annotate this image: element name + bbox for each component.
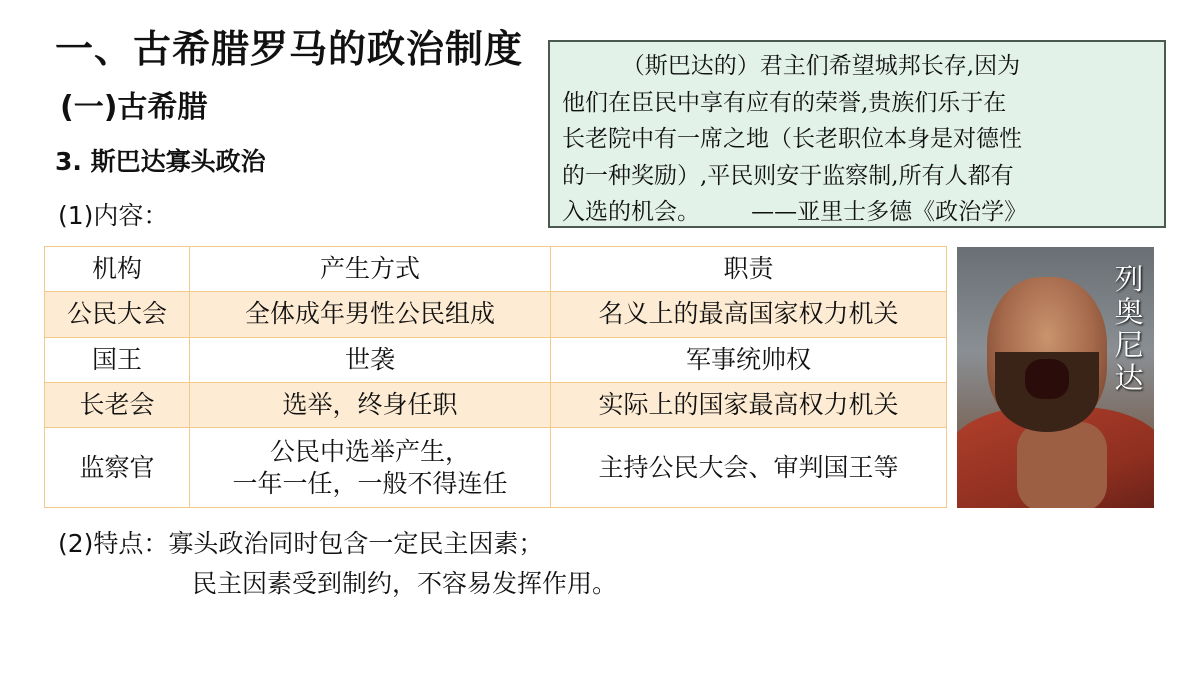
table-cell: 主持公民大会、审判国王等 <box>551 428 947 508</box>
institutions-table <box>44 246 947 508</box>
photo-chest <box>1017 422 1107 508</box>
table-header-row <box>45 247 947 292</box>
table-cell: 名义上的最高国家权力机关 <box>551 292 947 337</box>
table-cell: 监察官 <box>45 428 190 508</box>
table-row <box>45 292 947 337</box>
table-cell: 实际上的国家最高权力机关 <box>551 382 947 427</box>
section-heading: (一)古希腊 <box>60 90 208 125</box>
table-row <box>45 382 947 427</box>
subsection-heading: 3. 斯巴达寡头政治 <box>55 147 266 176</box>
table-cell: 公民中选举产生， 一年一任，一般不得连任 <box>190 428 551 508</box>
table-cell: 军事统帅权 <box>551 337 947 382</box>
table-cell: 长老会 <box>45 382 190 427</box>
table-header: 机构 <box>45 247 190 292</box>
features-block <box>58 524 617 604</box>
slide-title: 一、古希腊罗马的政治制度 <box>55 27 524 71</box>
table-header: 职责 <box>551 247 947 292</box>
features-line: (2)特点：寡头政治同时包含一定民主因素； <box>58 529 544 558</box>
table-header: 产生方式 <box>190 247 551 292</box>
quote-line: 长老院中有一席之地（长老职位本身是对德性 <box>562 126 1022 152</box>
quote-line-source: 入选的机会。 ——亚里士多德《政治学》 <box>562 199 1028 225</box>
table-row <box>45 428 947 508</box>
quote-line: 的一种奖励）,平民则安于监察制,所有人都有 <box>562 162 1014 189</box>
photo-mouth <box>1025 359 1069 399</box>
table-cell: 全体成年男性公民组成 <box>190 292 551 337</box>
table-cell: 选举，终身任职 <box>190 382 551 427</box>
content-label: (1)内容： <box>58 201 169 230</box>
quote-line: 他们在臣民中享有应有的荣誉,贵族们乐于在 <box>562 89 1007 116</box>
quote-box <box>548 40 1166 228</box>
leonidas-photo <box>957 247 1154 508</box>
table-cell: 公民大会 <box>45 292 190 337</box>
quote-line: （斯巴达的）君主们希望城邦长存,因为 <box>621 53 1021 79</box>
table-cell: 国王 <box>45 337 190 382</box>
table-row <box>45 337 947 382</box>
photo-caption: 列奥尼达 <box>1114 262 1144 395</box>
features-line: 民主因素受到制约，不容易发挥作用。 <box>192 569 618 598</box>
table-cell: 世袭 <box>190 337 551 382</box>
